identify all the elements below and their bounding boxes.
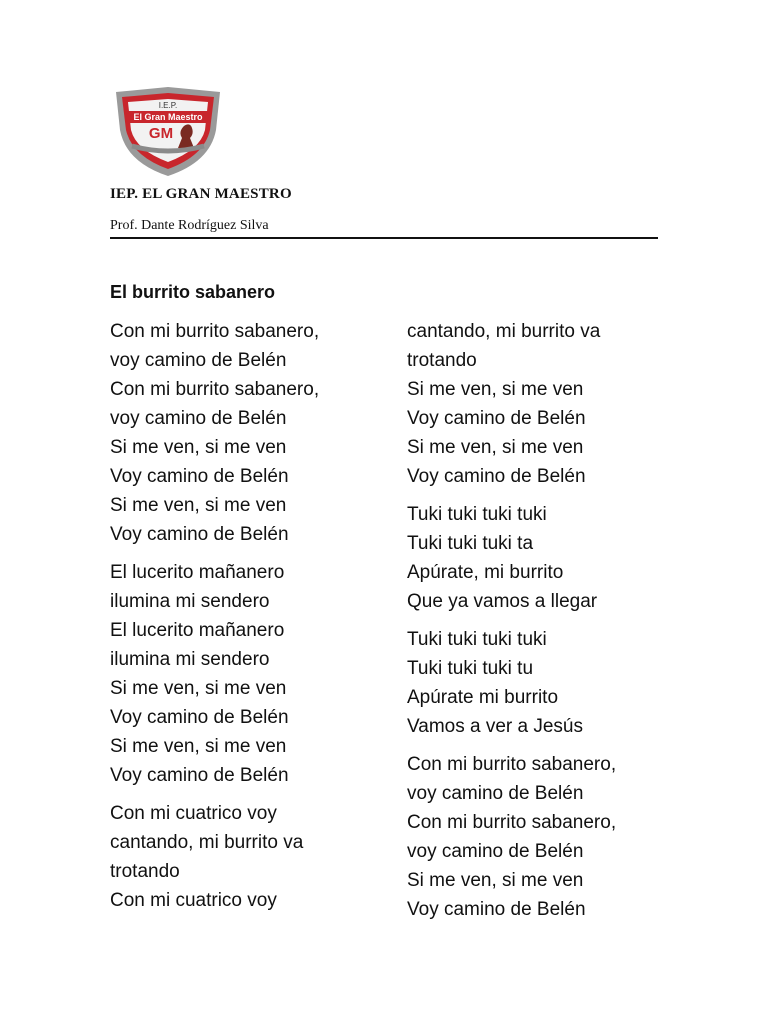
lyrics-line: Si me ven, si me ven	[110, 678, 287, 699]
lyrics-stanza	[110, 799, 319, 915]
lyrics-line: Tuki tuki tuki tuki	[407, 504, 547, 525]
lyrics-line: Si me ven, si me ven	[110, 736, 287, 757]
lyrics-left-column	[110, 317, 319, 924]
teacher-name: Prof. Dante Rodríguez Silva	[110, 218, 269, 233]
lyrics-line: Si me ven, si me ven	[407, 437, 584, 458]
lyrics-line: trotando	[407, 350, 477, 371]
logo-initials: GM	[148, 125, 174, 142]
lyrics-line: Con mi burrito sabanero,	[110, 321, 320, 342]
lyrics-line: Con mi cuatrico voy	[110, 803, 277, 824]
header-divider	[110, 237, 658, 239]
lyrics-line: Vamos a ver a Jesús	[407, 716, 584, 737]
school-name: IEP. EL GRAN MAESTRO	[110, 186, 292, 202]
lyrics-line: voy camino de Belén	[110, 408, 287, 429]
lyrics-line: Apúrate mi burrito	[407, 687, 559, 708]
lyrics-line: El lucerito mañanero	[110, 562, 285, 583]
lyrics-line: Voy camino de Belén	[110, 466, 289, 487]
lyrics-line: voy camino de Belén	[407, 841, 584, 862]
lyrics-line: Si me ven, si me ven	[407, 870, 584, 891]
lyrics-line: Tuki tuki tuki tu	[407, 658, 534, 679]
lyrics-line: Voy camino de Belén	[407, 899, 586, 920]
song-title: El burrito sabanero	[110, 282, 276, 302]
lyrics-line: voy camino de Belén	[110, 350, 287, 371]
school-logo	[112, 86, 224, 178]
lyrics-line: Con mi burrito sabanero,	[407, 812, 617, 833]
lyrics-right-column	[407, 317, 616, 933]
lyrics-line: Si me ven, si me ven	[407, 379, 584, 400]
lyrics-line: Tuki tuki tuki tuki	[407, 629, 547, 650]
lyrics-line: voy camino de Belén	[407, 783, 584, 804]
lyrics-line: cantando, mi burrito va	[110, 832, 304, 853]
lyrics-line: Que ya vamos a llegar	[407, 591, 598, 612]
lyrics-stanza	[110, 558, 319, 790]
lyrics-line: ilumina mi sendero	[110, 649, 270, 670]
lyrics-line: Voy camino de Belén	[110, 765, 289, 786]
lyrics-line: Voy camino de Belén	[407, 408, 586, 429]
lyrics-stanza	[110, 317, 319, 549]
lyrics-line: Voy camino de Belén	[110, 707, 289, 728]
lyrics-stanza	[407, 750, 616, 924]
lyrics-line: Voy camino de Belén	[407, 466, 586, 487]
lyrics-line: trotando	[110, 861, 180, 882]
lyrics-line: Tuki tuki tuki ta	[407, 533, 534, 554]
lyrics-line: Con mi burrito sabanero,	[407, 754, 617, 775]
lyrics-stanza	[407, 625, 616, 741]
lyrics-line: Voy camino de Belén	[110, 524, 289, 545]
lyrics-line: El lucerito mañanero	[110, 620, 285, 641]
school-shield-logo-icon	[112, 86, 224, 178]
lyrics-stanza	[407, 500, 616, 616]
lyrics-line: Si me ven, si me ven	[110, 495, 287, 516]
lyrics-line: ilumina mi sendero	[110, 591, 270, 612]
logo-name-text: El Gran Maestro	[133, 112, 203, 122]
lyrics-line: Apúrate, mi burrito	[407, 562, 564, 583]
lyrics-line: cantando, mi burrito va	[407, 321, 601, 342]
lyrics-line: Con mi cuatrico voy	[110, 890, 277, 911]
lyrics-line: Si me ven, si me ven	[110, 437, 287, 458]
logo-top-text: I.E.P.	[158, 101, 178, 110]
lyrics-line: Con mi burrito sabanero,	[110, 379, 320, 400]
lyrics-stanza	[407, 317, 616, 491]
